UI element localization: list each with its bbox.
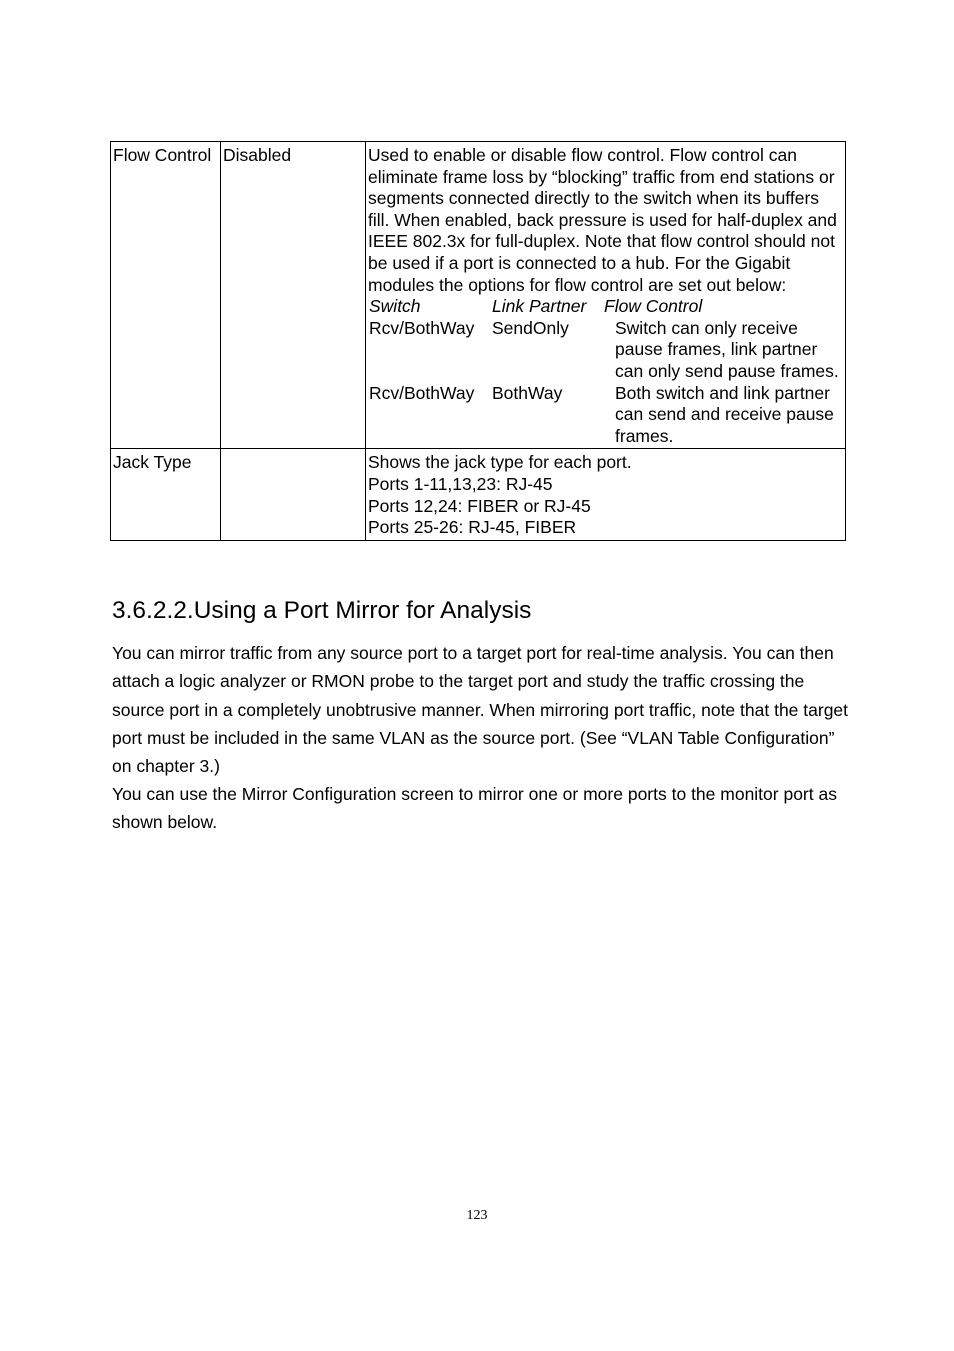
param-description-cell	[366, 449, 846, 540]
flow-control-value: Switch can only receive pause frames, link partner can only send pause frames.	[615, 317, 839, 381]
switch-value: Rcv/BothWay	[369, 317, 475, 338]
header-switch: Switch	[369, 296, 421, 317]
param-default-cell: Disabled	[221, 142, 366, 449]
param-default-cell	[221, 449, 366, 540]
param-name-cell: Jack Type	[111, 449, 221, 540]
jack-type-line: Ports 12,24: FIBER or RJ-45	[368, 495, 591, 516]
page-number: 123	[466, 1208, 488, 1223]
switch-value: Rcv/BothWay	[369, 382, 475, 403]
param-name-cell: Flow Control	[111, 142, 221, 449]
flow-control-value: Both switch and link partner can send and receive pause frames.	[615, 382, 834, 446]
link-partner-value: SendOnly	[492, 317, 569, 338]
section-heading: 3.6.2.2.Using a Port Mirror for Analysis	[112, 597, 532, 624]
header-link-partner: Link Partner	[492, 296, 587, 317]
body-paragraph: You can use the Mirror Configuration screen to mirror one or more ports to the monitor port as shown below.	[112, 784, 837, 833]
flow-options-row	[369, 383, 846, 448]
flow-options-table	[369, 296, 846, 447]
flow-options-header-row	[369, 296, 846, 318]
jack-type-line: Ports 25-26: RJ-45, FIBER	[368, 517, 577, 538]
header-flow-control: Flow Control	[604, 296, 703, 317]
jack-type-line: Shows the jack type for each port.	[368, 452, 632, 473]
flow-options-row	[369, 318, 846, 383]
flow-control-description: Used to enable or disable flow control. Flow control can eliminate frame loss by “blocking” traffic from end stations or segments connected directly to the switch when its buffers fill. When enabled, back pressure is used for half-duplex and IEEE 802.3x for full-duplex. Note that flow control should not be used if a port is connected to a hub. For the Gigabit modules the options for flow control are set out below:	[368, 145, 837, 295]
table-row	[111, 142, 846, 449]
table-row	[111, 449, 846, 540]
body-paragraph: You can mirror traffic from any source port to a target port for real-time analysis. You can then attach a logic analyzer or RMON probe to the target port and study the traffic crossing the source port in a completely unobtrusive manner. When mirroring port traffic, note that the target port must be included in the same VLAN as the source port. (See “VLAN Table Configuration” on chapter 3.)	[112, 643, 849, 777]
param-description-cell	[366, 142, 846, 449]
link-partner-value: BothWay	[492, 382, 563, 403]
parameter-table	[110, 141, 846, 541]
jack-type-line: Ports 1-11,13,23: RJ-45	[368, 473, 553, 494]
